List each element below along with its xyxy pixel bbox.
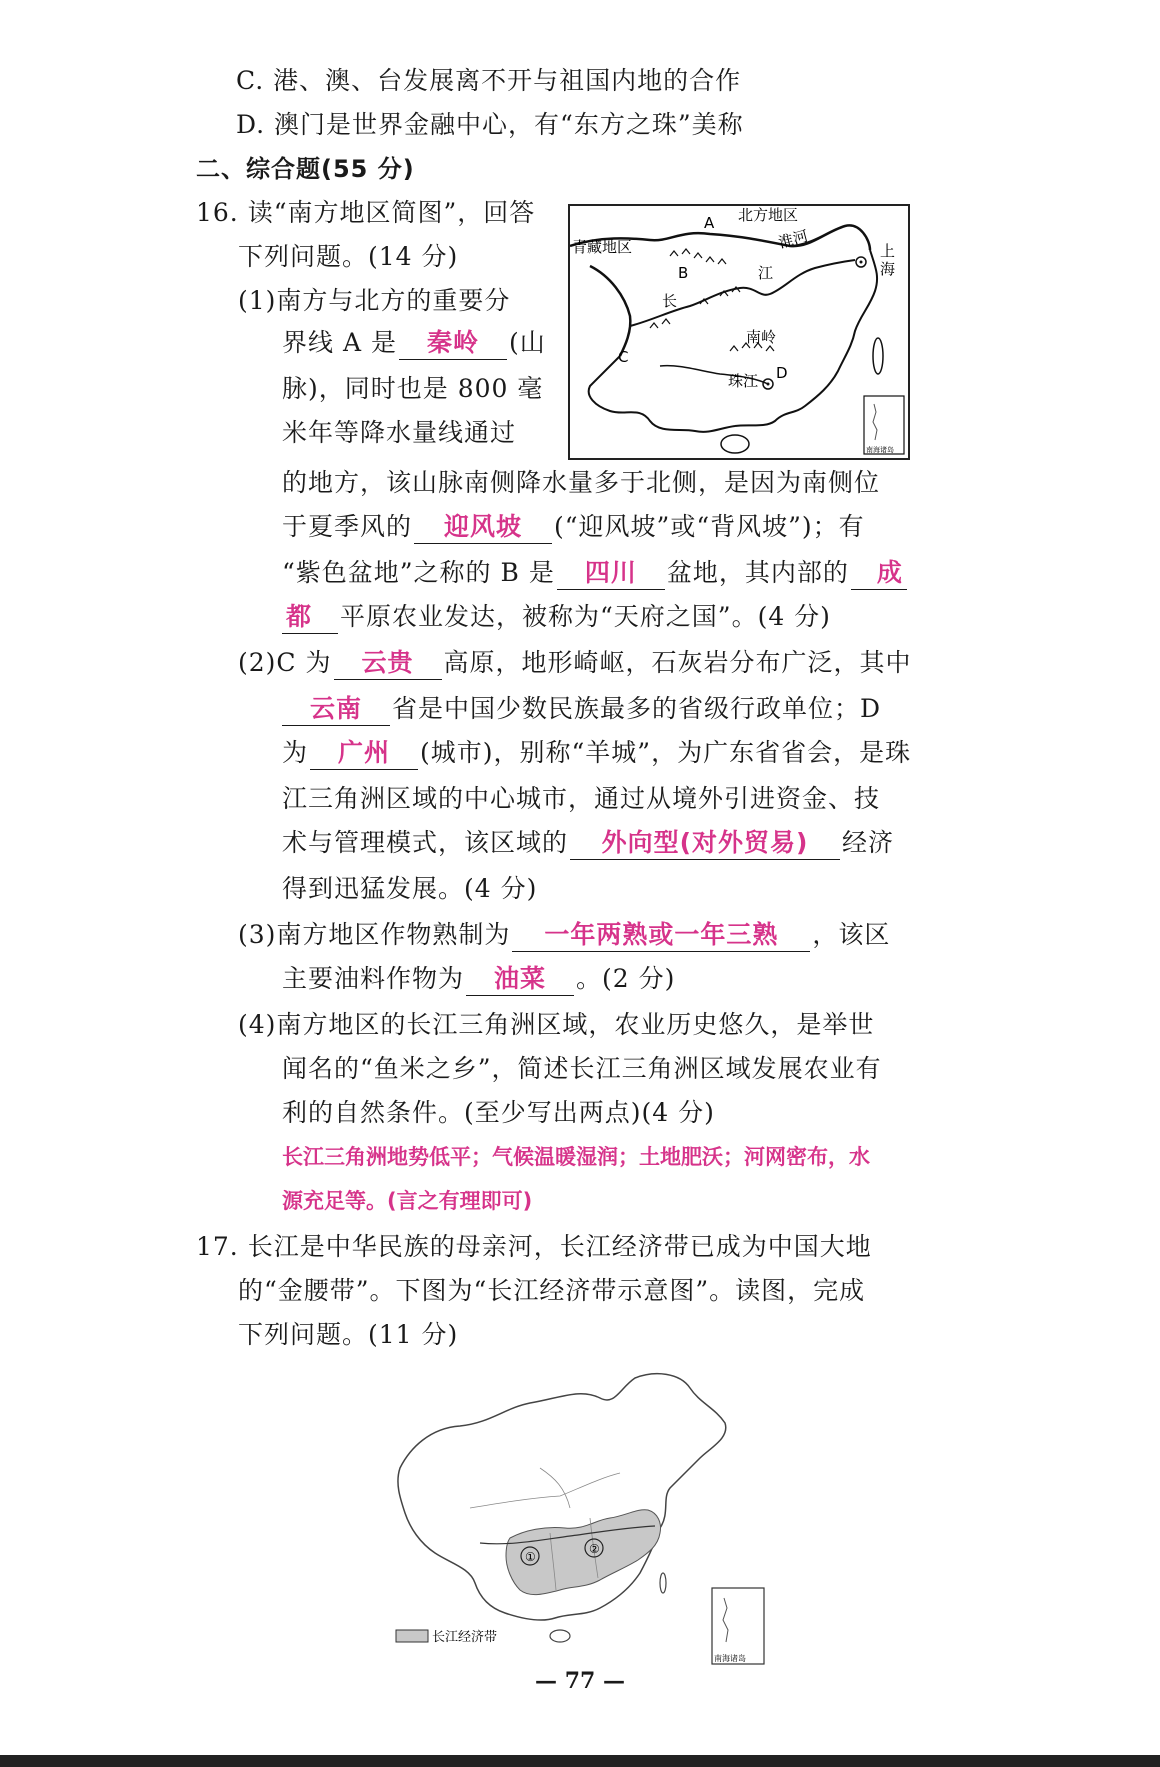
q16-p4-line2: 闻名的“鱼米之乡”，简述长江三角洲区域发展农业有 [282, 1054, 882, 1083]
q17-line2: 的“金腰带”。下图为“长江经济带示意图”。读图，完成 [238, 1276, 866, 1305]
answer-guangzhou: 广州 [310, 737, 418, 770]
map1-label-b: B [678, 264, 689, 282]
q17-line3: 下列问题。(11 分) [238, 1320, 459, 1349]
map1-label-huai: 淮河 [776, 226, 811, 252]
q16-p2-line1: (2)C 为 云贵 高原，地形崎岖，石灰岩分布广泛，其中 [238, 646, 912, 680]
q16-p1-line1: (1)南方与北方的重要分 [238, 286, 511, 315]
southern-region-map [568, 204, 910, 460]
answer-chengdu-part1: 成 [851, 557, 907, 590]
q16-p4-line3: 利的自然条件。(至少写出两点)(4 分) [282, 1098, 715, 1127]
page-number: — 77 — [535, 1668, 625, 1694]
map1-label-a: A [704, 214, 715, 232]
q16-p2-line6: 得到迅猛发展。(4 分) [282, 874, 538, 903]
answer-qinling: 秦岭 [399, 327, 507, 360]
answer-rapeseed: 油菜 [466, 963, 574, 996]
map1-label-c: C [618, 348, 629, 366]
q16-p1-line5: 的地方，该山脉南侧降水量多于北侧，是因为南侧位 [282, 468, 881, 497]
q16-p4-answer-line2: 源充足等。(言之有理即可) [282, 1189, 533, 1213]
q17-line1: 17. 长江是中华民族的母亲河，长江经济带已成为中国大地 [196, 1232, 872, 1261]
q16-p1-line6: 于夏季风的 迎风坡 (“迎风坡”或“背风坡”)；有 [282, 510, 865, 544]
answer-export-oriented: 外向型(对外贸易) [570, 827, 840, 860]
bottom-bar [0, 1755, 1160, 1767]
answer-yungui: 云贵 [334, 647, 442, 680]
q16-p1-line7: “紫色盆地”之称的 B 是 四川 盆地，其内部的 成 [282, 556, 909, 590]
map1-label-zhujiang: 珠江 [728, 372, 759, 390]
option-d: D. 澳门是世界金融中心，有“东方之珠”美称 [236, 110, 744, 139]
answer-windward: 迎风坡 [414, 511, 552, 544]
map1-label-jiang: 江 [758, 264, 774, 282]
map1-label-d: D [776, 364, 788, 382]
q16-p2-line5: 术与管理模式，该区域的 外向型(对外贸易) 经济 [282, 826, 894, 860]
q16-p1-line4: 米年等降水量线通过 [282, 418, 517, 447]
q16-p2-line4: 江三角洲区域的中心城市，通过从境外引进资金、技 [282, 784, 881, 813]
q16-p3-line2: 主要油料作物为 油菜 。(2 分) [282, 962, 675, 996]
q16-p1-line2: 界线 A 是 秦岭 (山 [282, 326, 546, 360]
map1-label-north: 北方地区 [738, 206, 799, 224]
map1-label-qingzang: 青藏地区 [572, 238, 633, 256]
map1-label-islands: 南海诸岛 [866, 446, 894, 454]
q16-p1-line3: 脉)，同时也是 800 毫 [282, 374, 544, 403]
map2-legend-label: 长江经济带 [432, 1630, 498, 1645]
map2-marker-2: ② [589, 1542, 600, 1556]
map1-label-shang: 上 [880, 242, 896, 260]
q16-p4-answer-line1: 长江三角洲地势低平；气候温暖湿润；土地肥沃；河网密布，水 [282, 1145, 870, 1169]
option-c: C. 港、澳、台发展离不开与祖国内地的合作 [236, 66, 742, 95]
q16-stem-line2: 下列问题。(14 分) [238, 242, 459, 271]
section-title: 二、综合题(55 分) [196, 155, 415, 183]
answer-sichuan: 四川 [557, 557, 665, 590]
q16-p3-line1: (3)南方地区作物熟制为 一年两熟或一年三熟 ，该区 [238, 918, 890, 952]
map1-label-chang: 长 [662, 292, 678, 310]
map1-label-hai: 海 [880, 260, 896, 278]
q16-p4-line1: (4)南方地区的长江三角洲区域，农业历史悠久，是举世 [238, 1010, 875, 1039]
answer-chengdu-part2: 都 [282, 601, 338, 634]
answer-cropping: 一年两熟或一年三熟 [512, 919, 810, 952]
map2-marker-1: ① [525, 1550, 536, 1564]
q16-p1-line8: 都 平原农业发达，被称为“天府之国”。(4 分) [282, 600, 831, 634]
map1-label-nanling: 南岭 [746, 328, 777, 346]
yangtze-economic-belt-map [380, 1368, 780, 1668]
q16-p2-line2: 云南 省是中国少数民族最多的省级行政单位；D [282, 692, 881, 726]
map2-inset-label: 南海诸岛 [714, 1654, 746, 1663]
answer-yunnan: 云南 [282, 693, 390, 726]
q16-stem-line1: 16. 读“南方地区简图”，回答 [196, 198, 536, 227]
q16-p2-line3: 为 广州 (城市)，别称“羊城”，为广东省省会，是珠 [282, 736, 911, 770]
